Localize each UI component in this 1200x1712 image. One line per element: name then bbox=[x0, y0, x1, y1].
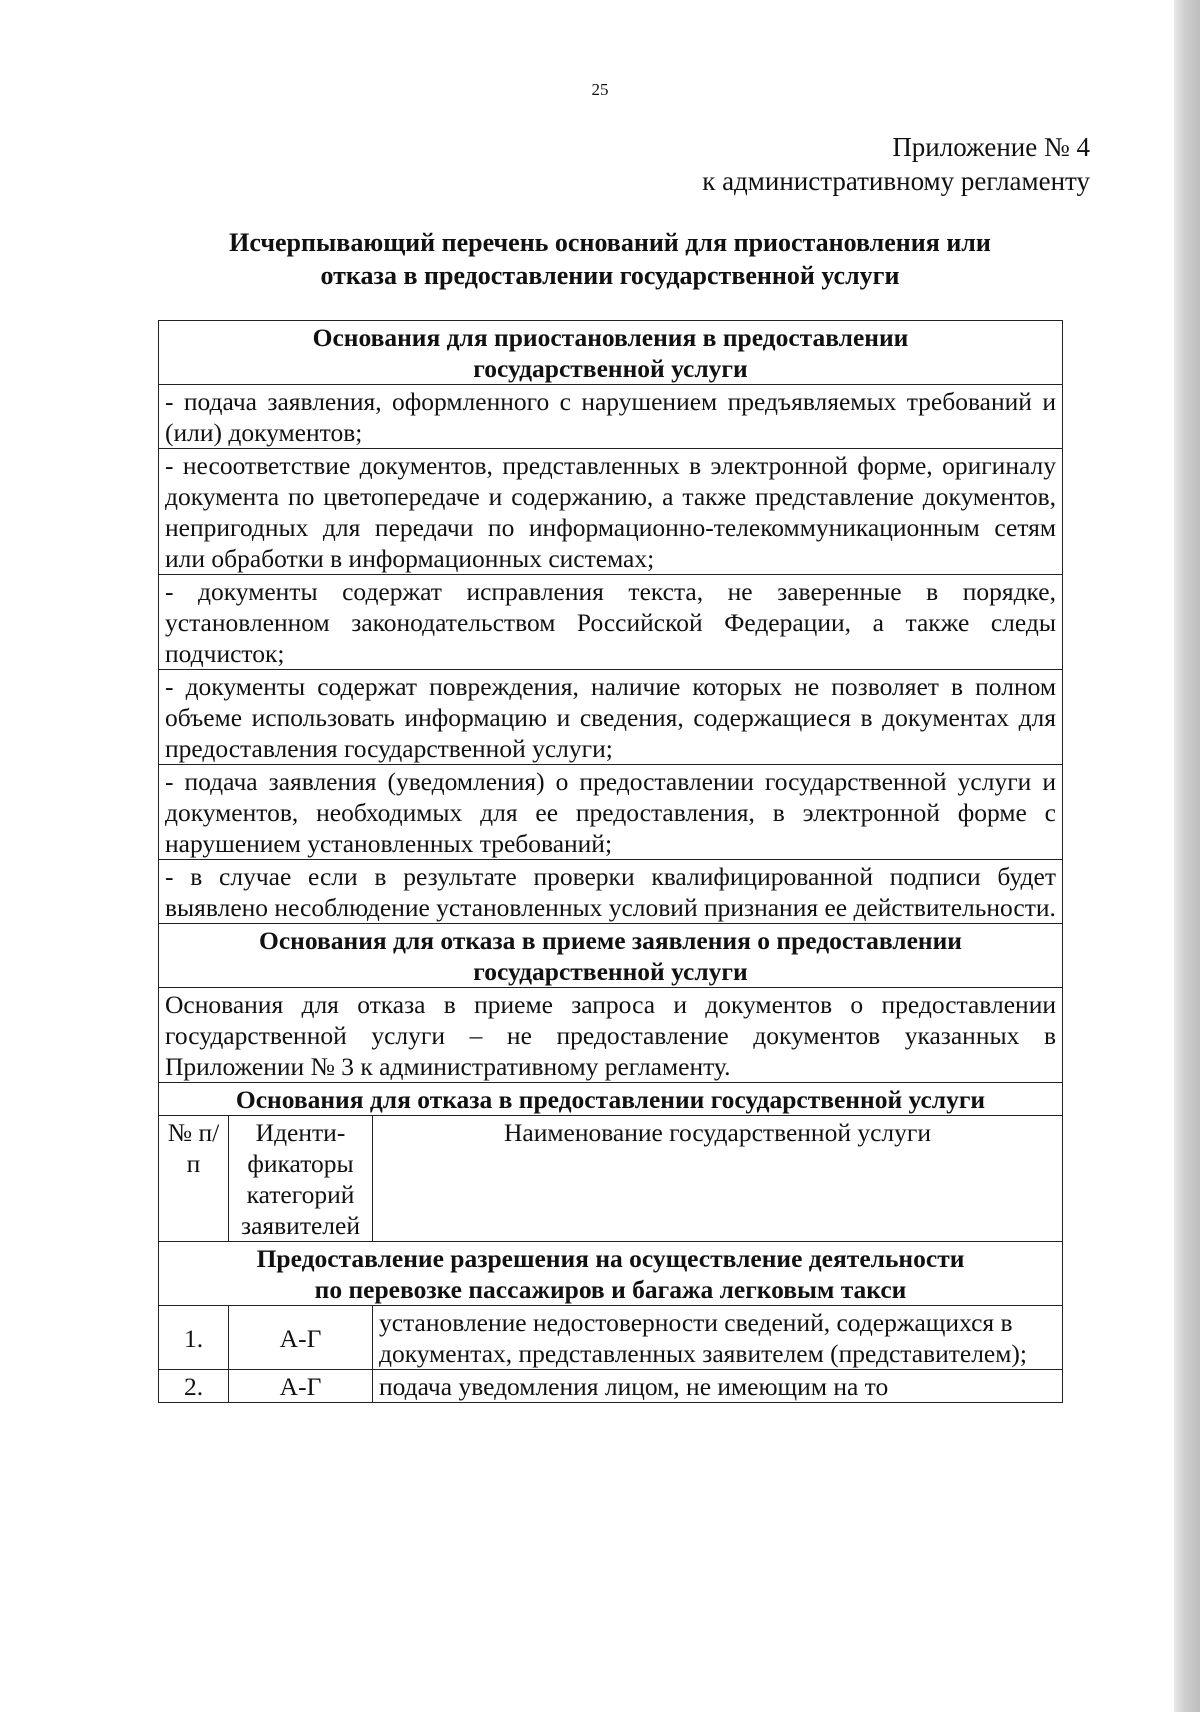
suspension-header-row bbox=[159, 321, 1063, 385]
service-subheader-line-2: по перевозке пассажиров и багажа легковым такси bbox=[314, 1275, 907, 1304]
column-header-num: № п/п bbox=[159, 1116, 229, 1242]
suspension-header-line-2: государственной услуги bbox=[473, 354, 748, 383]
suspension-item: - подача заявления, оформленного с нарушением предъявляемых требований и (или) документов; bbox=[159, 385, 1063, 449]
grounds-table bbox=[158, 320, 1063, 1403]
reception-refusal-header bbox=[159, 924, 1063, 988]
suspension-item: - подача заявления (уведомления) о предоставлении государственной услуги и документов, необходимых для ее предоставления, в электронной форме с нарушением установленных требований; bbox=[159, 765, 1063, 860]
scan-page-edge bbox=[1174, 0, 1200, 1712]
appendix-line-1: Приложение № 4 bbox=[892, 132, 1090, 162]
suspension-item-row bbox=[159, 860, 1063, 924]
reception-refusal-header-row bbox=[159, 924, 1063, 988]
table-row bbox=[159, 1370, 1063, 1403]
suspension-item-row bbox=[159, 575, 1063, 670]
row-num: 2. bbox=[159, 1370, 229, 1403]
suspension-item: - документы содержат исправления текста, не заверенные в порядке, установленном законодательством Российской Федерации, а также следы подчисток; bbox=[159, 575, 1063, 670]
reception-refusal-row bbox=[159, 988, 1063, 1083]
suspension-item: - в случае если в результате проверки квалифицированной подписи будет выявлено несоблюдение установленных условий признания ее действительности. bbox=[159, 860, 1063, 924]
reception-refusal-text: Основания для отказа в приеме запроса и документов о предоставлении государственной услуги – не предоставление документов указанных в Приложении № 3 к административному регламенту. bbox=[159, 988, 1063, 1083]
suspension-item-row bbox=[159, 385, 1063, 449]
suspension-item-row bbox=[159, 670, 1063, 765]
table-row bbox=[159, 1306, 1063, 1370]
suspension-header bbox=[159, 321, 1063, 385]
suspension-header-line-1: Основания для приостановления в предоставлении bbox=[312, 323, 909, 352]
service-subheader-row bbox=[159, 1242, 1063, 1306]
suspension-item: - несоответствие документов, представленных в электронной форме, оригиналу документа по цветопередаче и содержанию, а также представление документов, непригодных для передачи по информационно-телекоммуникационным сетям или обработки в информационных системах; bbox=[159, 449, 1063, 575]
service-subheader-line-1: Предоставление разрешения на осуществление деятельности bbox=[256, 1244, 965, 1273]
row-ids: А-Г bbox=[229, 1370, 373, 1403]
title-line-1: Исчерпывающий перечень оснований для приостановления или bbox=[229, 228, 991, 257]
service-subheader bbox=[159, 1242, 1063, 1306]
suspension-item: - документы содержат повреждения, наличие которых не позволяет в полном объеме использовать информацию и сведения, содержащиеся в документах для предоставления государственной услуги; bbox=[159, 670, 1063, 765]
row-num: 1. bbox=[159, 1306, 229, 1370]
title-line-2: отказа в предоставлении государственной услуги bbox=[320, 261, 900, 290]
suspension-item-row bbox=[159, 765, 1063, 860]
reception-refusal-header-line-1: Основания для отказа в приеме заявления о предоставлении bbox=[259, 926, 962, 955]
column-header-row bbox=[159, 1116, 1063, 1242]
column-header-ids: Иденти-фикаторы категорий заявителей bbox=[229, 1116, 373, 1242]
row-ids: А-Г bbox=[229, 1306, 373, 1370]
row-text: подача уведомления лицом, не имеющим на то bbox=[373, 1370, 1063, 1403]
service-refusal-header: Основания для отказа в предоставлении государственной услуги bbox=[159, 1083, 1063, 1116]
service-refusal-header-row bbox=[159, 1083, 1063, 1116]
suspension-item-row bbox=[159, 449, 1063, 575]
column-header-name: Наименование государственной услуги bbox=[373, 1116, 1063, 1242]
document-title bbox=[160, 226, 1060, 292]
page-number: 25 bbox=[591, 80, 609, 99]
appendix-line-2: к административному регламенту bbox=[702, 166, 1090, 196]
reception-refusal-header-line-2: государственной услуги bbox=[473, 957, 748, 986]
row-text: установление недостоверности сведений, содержащихся в документах, представленных заявителем (представителем); bbox=[373, 1306, 1063, 1370]
appendix-reference bbox=[702, 130, 1090, 198]
